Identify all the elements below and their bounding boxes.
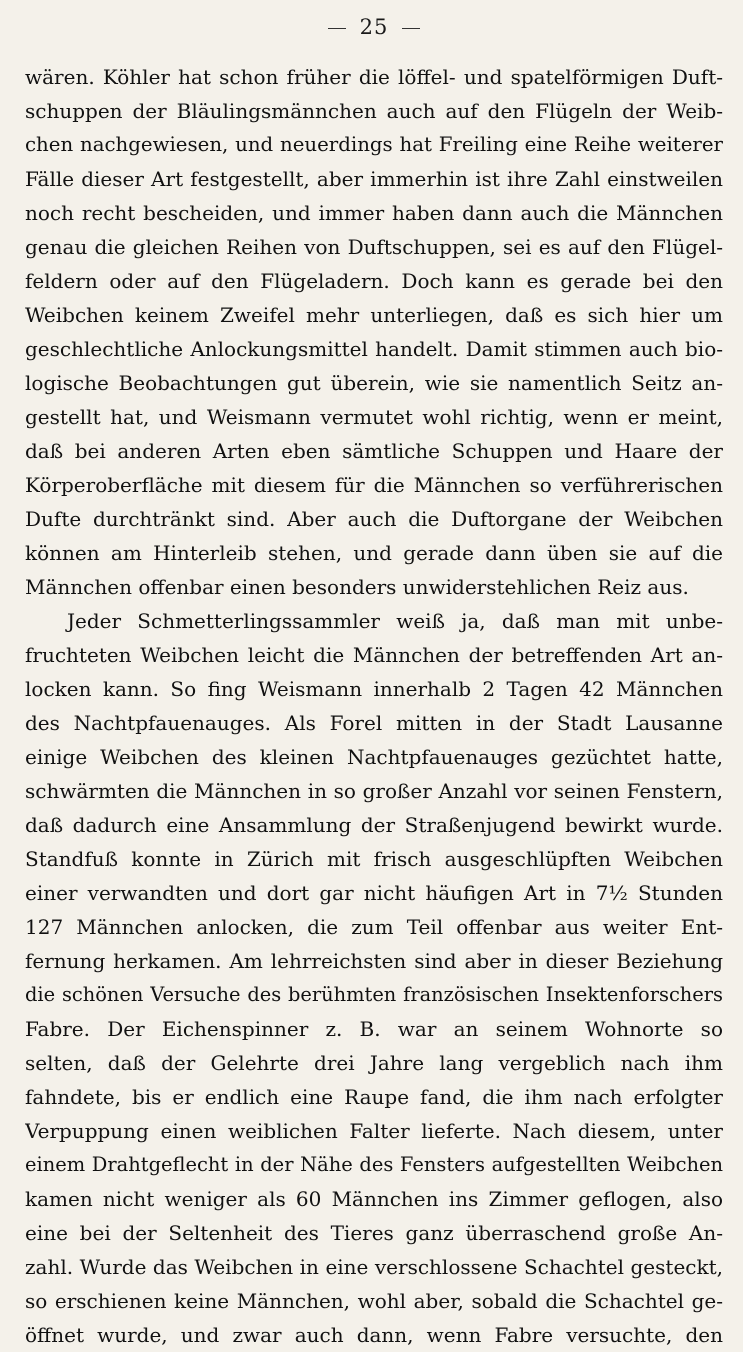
text-line: geschlechtliche Anlockungsmittel handelt. Damit stimmen auch bio- <box>25 337 723 361</box>
text-line: so erschienen keine Männchen, wohl aber, sobald die Schachtel ge- <box>25 1289 723 1313</box>
text-line: Standfuß konnte in Zürich mit frisch ausgeschlüpften Weibchen <box>25 847 723 871</box>
text-line: schwärmten die Männchen in so großer Anzahl vor seinen Fenstern, <box>25 779 723 803</box>
text-line: einer verwandten und dort gar nicht häufigen Art in 7½ Stunden <box>25 881 723 905</box>
text-line: schuppen der Bläulingsmännchen auch auf den Flügeln der Weib- <box>25 99 723 123</box>
text-line: locken kann. So fing Weismann innerhalb 2 Tagen 42 Männchen <box>25 677 723 701</box>
text-line: Fabre. Der Eichenspinner z. B. war an seinem Wohnorte so <box>25 1017 723 1041</box>
text-line: einem Drahtgeflecht in der Nähe des Fensters aufgestellten Weibchen <box>25 1153 723 1176</box>
text-line: Fälle dieser Art festgestellt, aber immerhin ist ihre Zahl einstweilen <box>25 167 723 191</box>
text-line: können am Hinterleib stehen, und gerade dann üben sie auf die <box>25 541 723 565</box>
text-line: eine bei der Seltenheit des Tieres ganz überraschend große An- <box>25 1221 723 1245</box>
text-line: Dufte durchtränkt sind. Aber auch die Duftorgane der Weibchen <box>25 507 723 531</box>
text-line: feldern oder auf den Flügeladern. Doch kann es gerade bei den <box>25 269 723 293</box>
right-dash <box>402 28 420 29</box>
text-line: 127 Männchen anlocken, die zum Teil offenbar aus weiter Ent- <box>25 915 723 939</box>
text-line: Weibchen keinem Zweifel mehr unterliegen, daß es sich hier um <box>25 303 723 327</box>
page-number: 25 <box>359 15 389 39</box>
text-line: daß bei anderen Arten eben sämtliche Schuppen und Haare der <box>25 439 723 463</box>
text-line: fahndete, bis er endlich eine Raupe fand, die ihm nach erfolgter <box>25 1085 723 1109</box>
text-line: öffnet wurde, und zwar auch dann, wenn Fabre versuchte, den <box>25 1323 723 1347</box>
text-line: genau die gleichen Reihen von Duftschuppen, sei es auf den Flügel- <box>25 235 723 259</box>
text-line: zahl. Wurde das Weibchen in eine verschlossene Schachtel gesteckt, <box>25 1255 723 1279</box>
text-line: kamen nicht weniger als 60 Männchen ins Zimmer geflogen, also <box>25 1187 723 1211</box>
page-number-header <box>25 14 723 40</box>
text-line: Körperoberfläche mit diesem für die Männchen so verführerischen <box>25 473 723 497</box>
text-line: logische Beobachtungen gut überein, wie sie namentlich Seitz an- <box>25 371 723 395</box>
text-line: chen nachgewiesen, und neuerdings hat Freiling eine Reihe weiterer <box>25 133 723 156</box>
body-text <box>25 60 723 1352</box>
text-line: gestellt hat, und Weismann vermutet wohl richtig, wenn er meint, <box>25 405 723 429</box>
text-line: noch recht bescheiden, und immer haben dann auch die Männchen <box>25 201 723 225</box>
paragraph-start-line: Jeder Schmetterlingssammler weiß ja, daß man mit unbe- <box>67 609 723 633</box>
text-line: des Nachtpfauenauges. Als Forel mitten in der Stadt Lausanne <box>25 711 723 735</box>
text-line: daß dadurch eine Ansammlung der Straßenjugend bewirkt wurde. <box>25 813 723 837</box>
left-dash <box>328 28 346 29</box>
text-line: einige Weibchen des kleinen Nachtpfauenauges gezüchtet hatte, <box>25 745 723 769</box>
text-line: fruchteten Weibchen leicht die Männchen der betreffenden Art an- <box>25 643 723 667</box>
paragraph-end-line: Männchen offenbar einen besonders unwiderstehlichen Reiz aus. <box>25 575 689 599</box>
text-line: Verpuppung einen weiblichen Falter lieferte. Nach diesem, unter <box>25 1119 723 1143</box>
text-line: fernung herkamen. Am lehrreichsten sind aber in dieser Beziehung <box>25 949 723 973</box>
text-line: wären. Köhler hat schon früher die löffel- und spatelförmigen Duft- <box>25 65 723 89</box>
text-line: die schönen Versuche des berühmten französischen Insektenforschers <box>25 983 723 1006</box>
text-line: selten, daß der Gelehrte drei Jahre lang vergeblich nach ihm <box>25 1051 723 1075</box>
